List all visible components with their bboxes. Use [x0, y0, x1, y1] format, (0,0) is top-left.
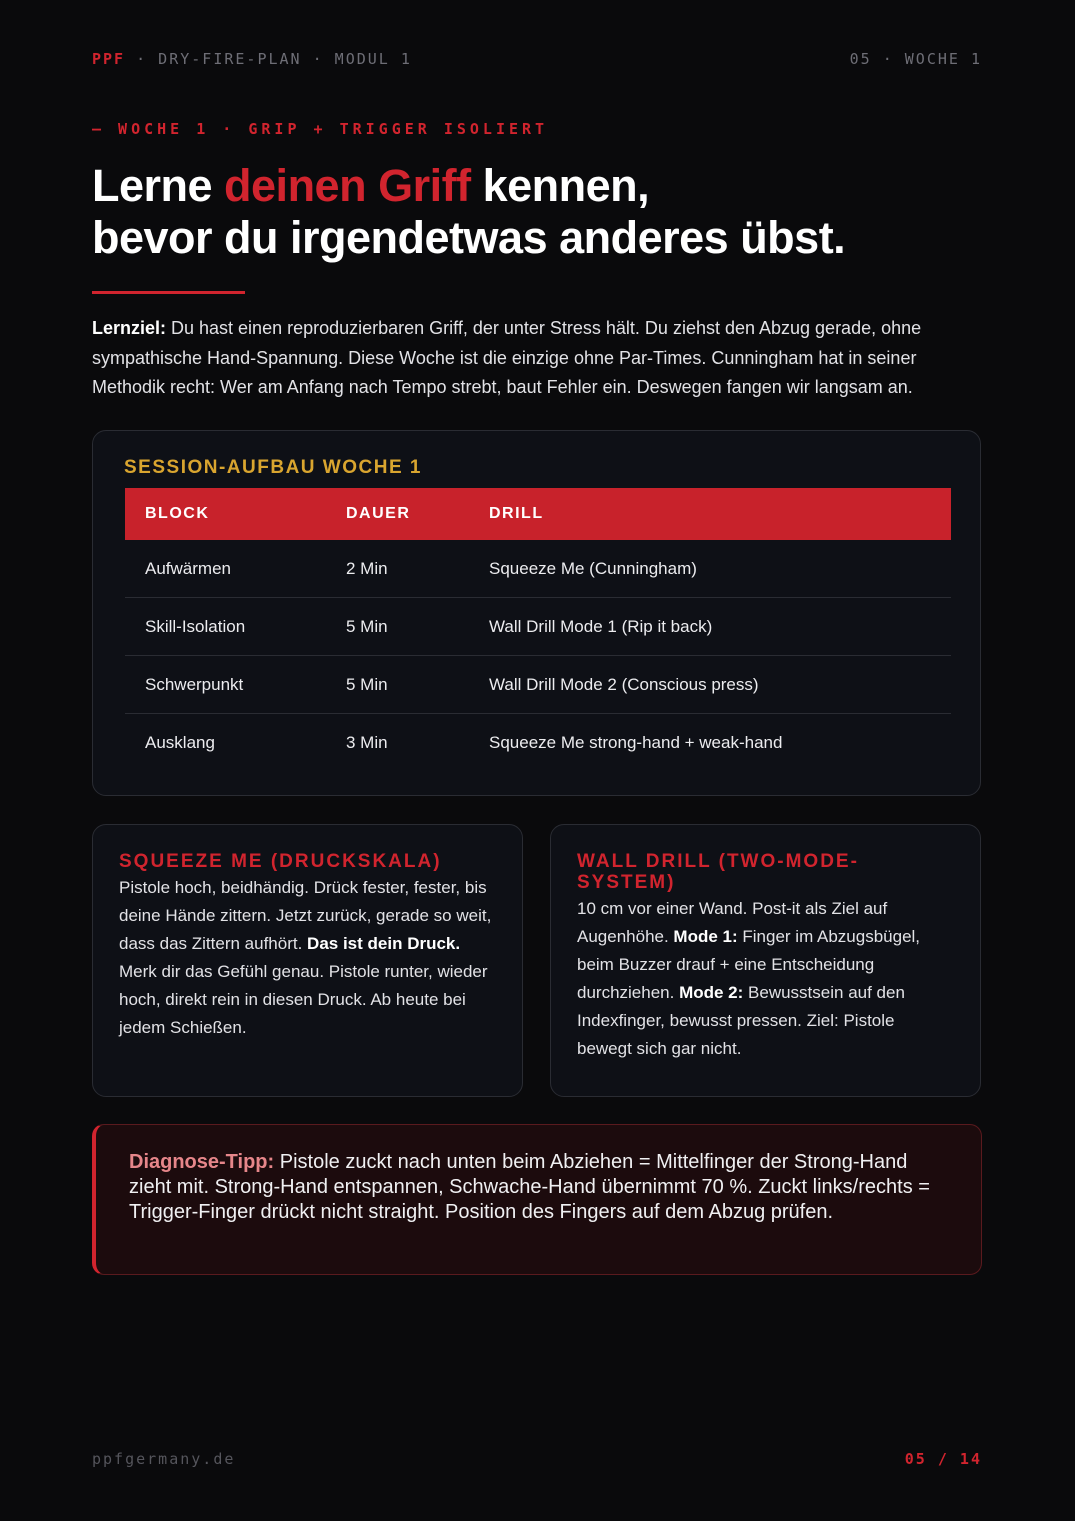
- column-header-dauer: DAUER: [326, 488, 469, 540]
- wall-drill-title: WALL DRILL (TWO-MODE-SYSTEM): [577, 851, 859, 893]
- cell-block: Ausklang: [145, 732, 215, 752]
- column-header-drill: DRILL: [469, 488, 951, 540]
- session-table: [125, 488, 951, 771]
- title-line2: bevor du irgendetwas anderes übst.: [92, 212, 846, 263]
- cell-dauer: 3 Min: [346, 732, 388, 752]
- section-kicker: — WOCHE 1 · GRIP + TRIGGER ISOLIERT: [92, 120, 549, 138]
- squeeze-me-card: [92, 824, 523, 1097]
- cell-dauer: 2 Min: [326, 540, 469, 598]
- column-header-block: BLOCK: [125, 488, 326, 540]
- table-row: [125, 598, 951, 656]
- page-title: [92, 160, 992, 264]
- squeeze-me-title: SQUEEZE ME (DRUCKSKALA): [119, 851, 442, 872]
- squeeze-text-bold: Das ist dein Druck.: [307, 934, 461, 953]
- cell-dauer: 5 Min: [326, 598, 469, 656]
- cell-block: Aufwärmen: [125, 540, 326, 598]
- header-breadcrumb: [92, 50, 412, 68]
- table-row: [125, 540, 951, 598]
- tip-body: Pistole zuckt nach unten beim Abziehen = Mittelfinger der Strong-Hand zieht mit. Strong-Hand entspannen, Schwache-Hand übernimmt 70 %. Zuckt links/rechts = Trigger-Finger drückt nicht straight. Position des Fingers auf dem Abzug prüfen.: [129, 1151, 930, 1223]
- wall-text-mode2: Mode 2:: [679, 983, 744, 1002]
- cell-drill: Squeeze Me (Cunningham): [469, 540, 951, 598]
- tip-text: [129, 1150, 951, 1225]
- squeeze-me-text: [119, 874, 496, 1042]
- page-number: 05 / 14: [904, 1450, 982, 1468]
- table-header-row: [125, 488, 951, 540]
- cell-drill: Wall Drill Mode 2 (Conscious press): [469, 656, 951, 714]
- title-divider: [92, 291, 245, 294]
- header-section: 05 · WOCHE 1: [849, 50, 982, 68]
- session-card: [92, 430, 981, 796]
- header-crumb: · DRY-FIRE-PLAN · MODUL 1: [125, 50, 412, 68]
- cell-drill: Wall Drill Mode 1 (Rip it back): [469, 598, 951, 656]
- title-part2: kennen,: [470, 160, 650, 211]
- cell-block: Skill-Isolation: [125, 598, 326, 656]
- lead-label: Lernziel:: [92, 318, 167, 338]
- title-part1: Lerne: [92, 160, 225, 211]
- lead-paragraph: [92, 314, 982, 403]
- squeeze-text-part2: Merk dir das Gefühl genau. Pistole runter, wieder hoch, direkt rein in diesen Druck. Ab heute bei jedem Schießen.: [119, 962, 488, 1037]
- session-title: SESSION-AUFBAU WOCHE 1: [124, 457, 422, 478]
- brand-label: PPF: [92, 50, 126, 68]
- wall-text-mode1: Mode 1:: [673, 927, 738, 946]
- wall-drill-card: [550, 824, 981, 1097]
- cell-dauer: 5 Min: [326, 656, 469, 714]
- cell-drill: Squeeze Me strong-hand + weak-hand: [489, 732, 783, 752]
- diagnose-tip-callout: [92, 1124, 982, 1275]
- table-row: [125, 714, 951, 772]
- wall-text-part1: 10 cm vor einer Wand. Post-it als Ziel auf Augenhöhe.: [577, 899, 888, 946]
- footer-site: ppfgermany.de: [92, 1450, 236, 1468]
- page-footer: [92, 1450, 982, 1468]
- lead-text: Du hast einen reproduzierbaren Griff, der unter Stress hält. Du ziehst den Abzug gerade, ohne sympathische Hand-Spannung. Diese Woche ist die einzige ohne Par-Times. Cunningham hat in seiner Methodik recht: Wer am Anfang nach Tempo strebt, baut Fehler ein. Deswegen fangen wir langsam an.: [92, 318, 922, 397]
- wall-text-part3: Bewusstsein auf den Indexfinger, bewusst pressen. Ziel: Pistole bewegt sich gar nicht.: [577, 983, 905, 1058]
- wall-drill-text: [577, 895, 954, 1063]
- squeeze-text-part1: Pistole hoch, beidhändig. Drück fester, fester, bis deine Hände zittern. Jetzt zurück, gerade so weit, dass das Zittern aufhört.: [119, 878, 492, 953]
- tip-label: Diagnose-Tipp:: [129, 1151, 275, 1173]
- wall-text-part2: Finger im Abzugsbügel, beim Buzzer drauf + eine Entscheidung durchziehen.: [577, 927, 921, 1002]
- cell-block: Schwerpunkt: [125, 656, 326, 714]
- title-highlight: deinen Griff: [224, 160, 471, 211]
- table-row: [125, 656, 951, 714]
- page-header: [92, 50, 982, 68]
